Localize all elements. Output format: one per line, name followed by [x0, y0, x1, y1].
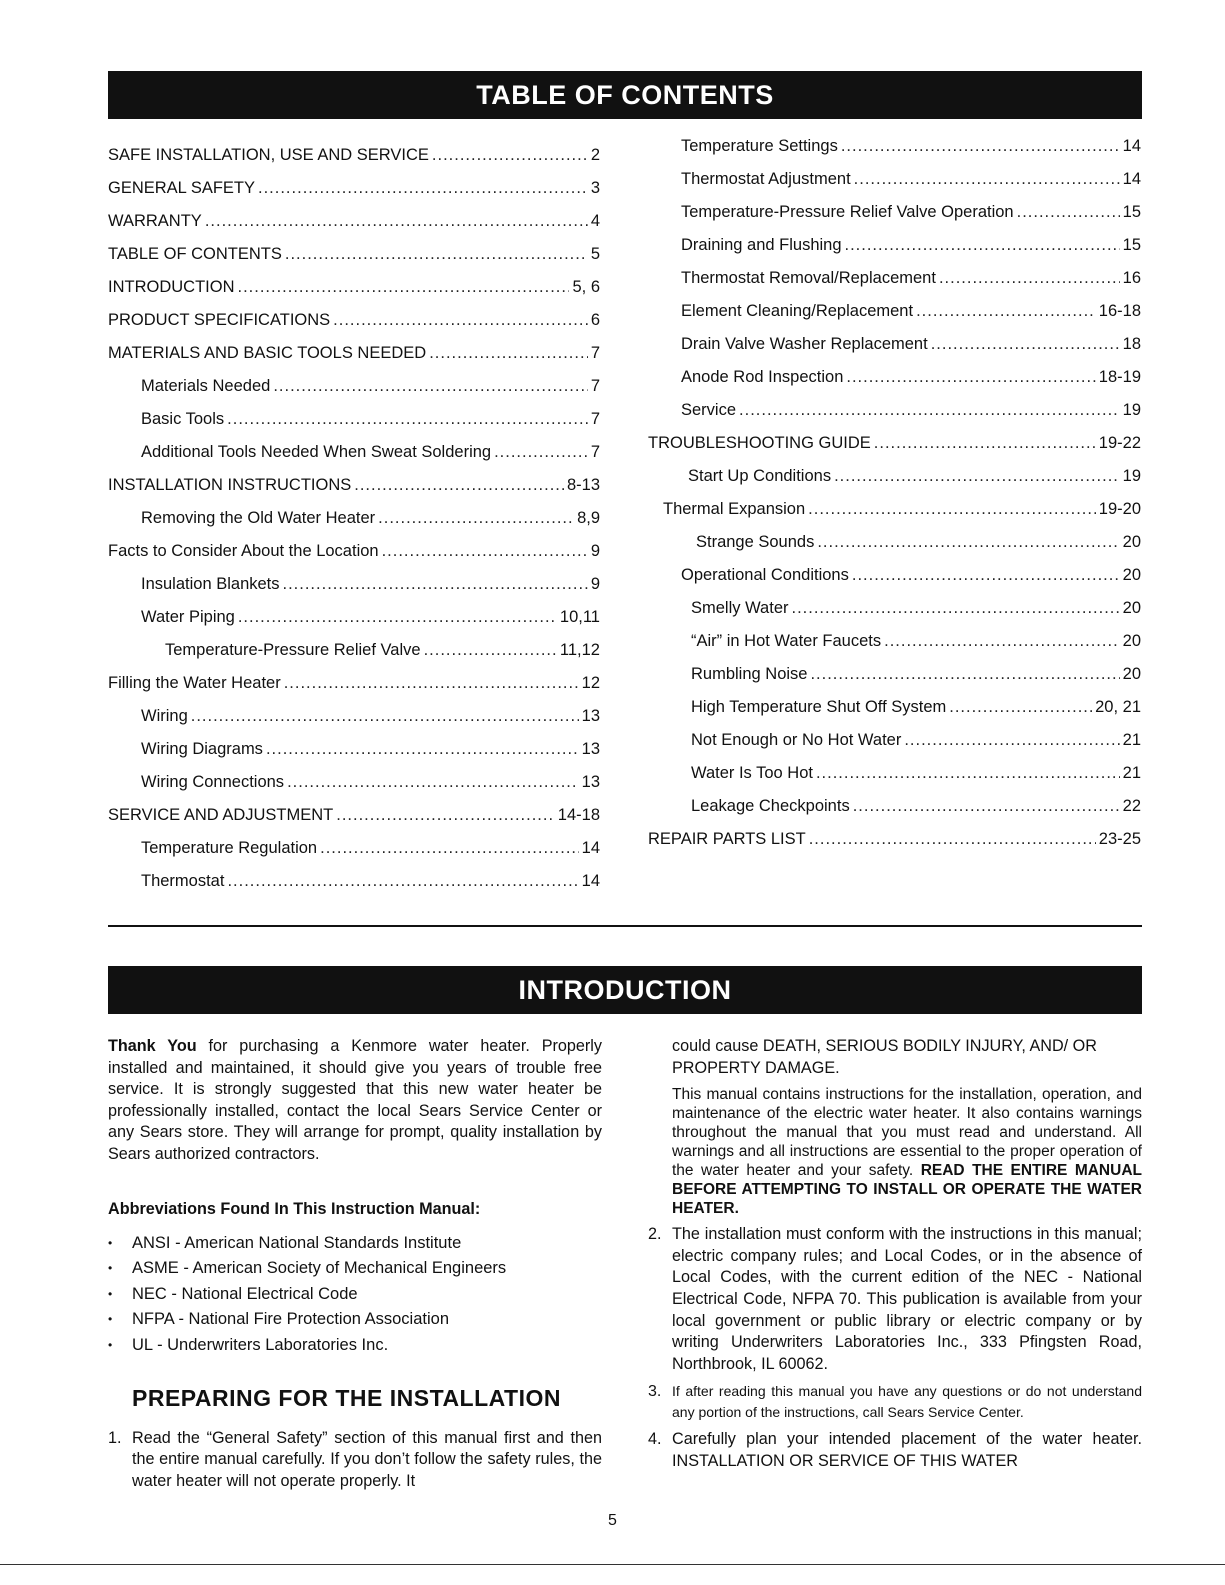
toc-entry — [108, 542, 600, 575]
toc-entry-label: Wiring — [141, 707, 188, 725]
toc-leader-dots — [916, 302, 1096, 321]
toc-left-column — [108, 146, 600, 905]
item-number: 4. — [648, 1430, 662, 1449]
toc-entry-page: 14 — [581, 839, 600, 857]
toc-entry-page: 14 — [1122, 137, 1141, 155]
toc-entry — [108, 575, 600, 608]
toc-entry — [108, 608, 600, 641]
toc-entry-label: Thermal Expansion — [663, 500, 806, 518]
section-divider — [108, 925, 1142, 927]
abbreviation-item: • UL - Underwriters Laboratories Inc. — [108, 1333, 602, 1359]
toc-leader-dots — [904, 731, 1119, 750]
toc-entry — [648, 797, 1141, 830]
toc-entry — [108, 641, 600, 674]
toc-leader-dots — [227, 410, 588, 429]
toc-entry — [108, 245, 600, 278]
toc-entry — [648, 599, 1141, 632]
item-number: 2. — [648, 1225, 662, 1244]
abbreviations-list — [108, 1231, 602, 1359]
toc-entry-label: Removing the Old Water Heater — [141, 509, 376, 527]
toc-entry-page: 20 — [1122, 599, 1141, 617]
toc-entry — [108, 773, 600, 806]
toc-entry — [648, 698, 1141, 731]
abbreviation-item: • ASME - American Society of Mechanical Engineers — [108, 1256, 602, 1282]
toc-entry-label: Filling the Water Heater — [108, 674, 281, 692]
toc-entry-page: 12 — [581, 674, 600, 692]
toc-leader-dots — [853, 797, 1120, 816]
toc-leader-dots — [809, 830, 1096, 849]
toc-entry — [108, 278, 600, 311]
toc-entry-label: Thermostat Adjustment — [681, 170, 851, 188]
toc-entry-page: 6 — [590, 311, 600, 329]
toc-entry — [108, 476, 600, 509]
toc-entry — [648, 434, 1141, 467]
toc-entry — [108, 740, 600, 773]
page-number: 5 — [608, 1512, 617, 1529]
toc-entry-page: 19-20 — [1098, 500, 1141, 518]
numbered-item-2 — [648, 1224, 1142, 1375]
numbered-item-4 — [648, 1429, 1142, 1472]
toc-entry-page: 20, 21 — [1095, 698, 1141, 716]
toc-entry-label: Not Enough or No Hot Water — [691, 731, 902, 749]
toc-entry-label: Rumbling Noise — [691, 665, 808, 683]
toc-entry-page: 21 — [1122, 731, 1141, 749]
numbered-item-3 — [648, 1381, 1142, 1423]
toc-leader-dots — [429, 344, 588, 363]
toc-leader-dots — [336, 806, 555, 825]
toc-entry — [648, 830, 1141, 863]
toc-leader-dots — [846, 368, 1095, 387]
toc-entry — [648, 302, 1141, 335]
item-number: 1. — [108, 1428, 122, 1447]
toc-leader-dots — [205, 212, 588, 231]
toc-entry — [108, 674, 600, 707]
toc-leader-dots — [382, 542, 588, 561]
toc-entry-page: 5 — [590, 245, 600, 263]
toc-leader-dots — [191, 707, 579, 726]
toc-entry — [648, 632, 1141, 665]
toc-leader-dots — [238, 608, 557, 627]
intro-banner: INTRODUCTION — [108, 966, 1142, 1014]
toc-entry-page: 15 — [1122, 236, 1141, 254]
toc-entry — [108, 344, 600, 377]
toc-entry — [648, 764, 1141, 797]
thank-you-bold: Thank You — [108, 1037, 197, 1055]
toc-entry-page: 4 — [590, 212, 600, 230]
toc-entry-page: 20 — [1122, 566, 1141, 584]
toc-leader-dots — [227, 872, 578, 891]
toc-entry — [108, 509, 600, 542]
toc-entry-label: Temperature Settings — [681, 137, 838, 155]
toc-entry-page: 7 — [590, 410, 600, 428]
toc-entry — [108, 443, 600, 476]
item-text: Read the “General Safety” section of this manual first and then the entire manual carefully. If you don’t follow the safety rules, the water heater will not operate properly. It — [132, 1428, 602, 1490]
toc-entry-page: 14-18 — [557, 806, 600, 824]
toc-leader-dots — [739, 401, 1120, 420]
toc-entry — [648, 467, 1141, 500]
toc-leader-dots — [494, 443, 588, 462]
toc-leader-dots — [283, 575, 588, 594]
toc-entry-page: 11,12 — [559, 641, 600, 659]
toc-entry — [108, 146, 600, 179]
toc-entry — [648, 335, 1141, 368]
toc-leader-dots — [320, 839, 579, 858]
intro-left-column — [108, 1036, 602, 1492]
toc-entry — [108, 212, 600, 245]
toc-entry — [648, 401, 1141, 434]
toc-entry-label: Thermostat — [141, 872, 225, 890]
abbreviations-heading: Abbreviations Found In This Instruction Manual: — [108, 1199, 481, 1218]
toc-entry-label: Leakage Checkpoints — [691, 797, 850, 815]
toc-leader-dots — [949, 698, 1092, 717]
toc-entry — [648, 368, 1141, 401]
toc-entry-label: Start Up Conditions — [688, 467, 832, 485]
toc-leader-dots — [285, 245, 588, 264]
toc-leader-dots — [378, 509, 574, 528]
toc-leader-dots — [931, 335, 1120, 354]
manual-paragraph-text: This manual contains instructions for the installation, operation, and maintenance of the electric water heater. It also contains warnings throughout the manual that you must read and understand. All warnings and all instructions are essential to the proper operation of the water heater and your safety. — [672, 1086, 1142, 1180]
toc-leader-dots — [354, 476, 564, 495]
toc-entry — [648, 137, 1141, 170]
item-number: 3. — [648, 1383, 662, 1401]
toc-entry-label: Temperature-Pressure Relief Valve — [165, 641, 421, 659]
toc-entry-label: Wiring Connections — [141, 773, 285, 791]
toc-entry — [648, 269, 1141, 302]
toc-entry — [648, 731, 1141, 764]
numbered-item-1 — [108, 1428, 602, 1493]
toc-entry-page: 9 — [590, 575, 600, 593]
toc-entry — [108, 377, 600, 410]
toc-entry — [108, 707, 600, 740]
toc-entry-page: 16 — [1122, 269, 1141, 287]
toc-leader-dots — [266, 740, 579, 759]
toc-entry-page: 13 — [581, 740, 600, 758]
toc-entry-label: REPAIR PARTS LIST — [648, 830, 806, 848]
toc-entry-label: MATERIALS AND BASIC TOOLS NEEDED — [108, 344, 427, 362]
numbered-item-1-continued — [648, 1036, 1142, 1079]
thank-you-paragraph — [108, 1036, 602, 1166]
toc-entry-page: 20 — [1122, 533, 1141, 551]
toc-leader-dots — [808, 500, 1096, 519]
toc-leader-dots — [1017, 203, 1120, 222]
toc-entry — [648, 665, 1141, 698]
toc-entry-page: 14 — [581, 872, 600, 890]
toc-leader-dots — [432, 146, 588, 165]
toc-entry-label: High Temperature Shut Off System — [691, 698, 947, 716]
toc-leader-dots — [834, 467, 1120, 486]
toc-leader-dots — [816, 764, 1120, 783]
toc-entry-page: 2 — [590, 146, 600, 164]
toc-entry-label: Smelly Water — [691, 599, 789, 617]
toc-entry-label: Element Cleaning/Replacement — [681, 302, 914, 320]
item-text: Carefully plan your intended placement of the water heater. INSTALLATION OR SERVICE OF THIS WATER — [672, 1430, 1142, 1470]
toc-entry-page: 14 — [1122, 170, 1141, 188]
toc-entry — [108, 839, 600, 872]
toc-leader-dots — [273, 377, 587, 396]
thank-you-text: for purchasing a Kenmore water heater. Properly installed and maintained, it should give you years of trouble free service. It is strongly suggested that this new water heater be professionally installed, contact the local Sears Service Center or any Sears store. They will arrange for prompt, quality installation by Sears authorized contractors. — [108, 1037, 602, 1163]
toc-leader-dots — [810, 665, 1119, 684]
toc-leader-dots — [874, 434, 1096, 453]
toc-entry-label: SAFE INSTALLATION, USE AND SERVICE — [108, 146, 429, 164]
toc-entry — [108, 179, 600, 212]
toc-entry — [648, 533, 1141, 566]
toc-entry-page: 5, 6 — [572, 278, 600, 296]
toc-entry-label: WARRANTY — [108, 212, 202, 230]
toc-entry-label: Wiring Diagrams — [141, 740, 263, 758]
toc-entry-page: 7 — [590, 344, 600, 362]
toc-banner: TABLE OF CONTENTS — [108, 71, 1142, 119]
toc-leader-dots — [238, 278, 570, 297]
toc-entry-page: 19-22 — [1098, 434, 1141, 452]
toc-entry-label: TROUBLESHOOTING GUIDE — [648, 434, 871, 452]
toc-entry-page: 13 — [581, 707, 600, 725]
toc-entry — [648, 236, 1141, 269]
page-bottom-border — [0, 1564, 1225, 1565]
toc-entry-page: 19 — [1122, 401, 1141, 419]
toc-entry-label: GENERAL SAFETY — [108, 179, 256, 197]
toc-entry-label: Materials Needed — [141, 377, 271, 395]
toc-entry — [648, 203, 1141, 236]
toc-leader-dots — [792, 599, 1120, 618]
toc-entry-label: Thermostat Removal/Replacement — [681, 269, 936, 287]
toc-entry-label: INSTALLATION INSTRUCTIONS — [108, 476, 352, 494]
toc-leader-dots — [287, 773, 579, 792]
toc-entry-page: 3 — [590, 179, 600, 197]
item-text: The installation must conform with the instructions in this manual; electric company rules; and Local Codes, or in the absence of Local Codes, with the current edition of the NEC - National Electrical Code, NFPA 70. This publication is available from your local government or public library or electric company or by writing Underwriters Laboratories Inc., 333 Pfingsten Road, Northbrook, IL 60062. — [672, 1225, 1142, 1373]
toc-entry-label: Drain Valve Washer Replacement — [681, 335, 928, 353]
intro-right-column — [648, 1036, 1142, 1473]
toc-entry-page: 8,9 — [577, 509, 600, 527]
toc-entry-page: 20 — [1122, 665, 1141, 683]
toc-entry-label: Service — [681, 401, 737, 419]
abbreviation-item: • NEC - National Electrical Code — [108, 1282, 602, 1308]
toc-leader-dots — [852, 566, 1120, 585]
toc-entry-label: Operational Conditions — [681, 566, 849, 584]
toc-entry-label: Water Is Too Hot — [691, 764, 813, 782]
toc-entry-page: 21 — [1122, 764, 1141, 782]
toc-leader-dots — [884, 632, 1120, 651]
toc-right-column — [648, 137, 1141, 863]
toc-entry — [648, 500, 1141, 533]
toc-entry — [108, 806, 600, 839]
toc-leader-dots — [258, 179, 588, 198]
toc-leader-dots — [845, 236, 1120, 255]
toc-entry-page: 19 — [1122, 467, 1141, 485]
manual-paragraph — [648, 1085, 1142, 1218]
abbreviation-item: • ANSI - American National Standards Institute — [108, 1231, 602, 1257]
toc-entry-label: Facts to Consider About the Location — [108, 542, 379, 560]
toc-entry-label: PRODUCT SPECIFICATIONS — [108, 311, 331, 329]
toc-entry-page: 7 — [590, 377, 600, 395]
toc-entry — [108, 410, 600, 443]
toc-entry-page: 18 — [1122, 335, 1141, 353]
toc-entry — [108, 311, 600, 344]
item-text: If after reading this manual you have any questions or do not understand any portion of the instructions, call Sears Service Center. — [672, 1383, 1142, 1421]
toc-entry-page: 15 — [1122, 203, 1141, 221]
toc-entry-page: 23-25 — [1098, 830, 1141, 848]
abbreviation-item: • NFPA - National Fire Protection Association — [108, 1307, 602, 1333]
toc-entry-label: Water Piping — [141, 608, 235, 626]
toc-entry-page: 18-19 — [1098, 368, 1141, 386]
toc-entry-label: TABLE OF CONTENTS — [108, 245, 282, 263]
toc-leader-dots — [424, 641, 557, 660]
toc-entry — [648, 170, 1141, 203]
toc-entry — [648, 566, 1141, 599]
toc-leader-dots — [284, 674, 579, 693]
toc-entry-label: Additional Tools Needed When Sweat Soldering — [141, 443, 492, 461]
toc-entry-label: SERVICE AND ADJUSTMENT — [108, 806, 334, 824]
toc-entry-label: INTRODUCTION — [108, 278, 235, 296]
toc-leader-dots — [333, 311, 588, 330]
toc-entry-page: 13 — [581, 773, 600, 791]
toc-leader-dots — [841, 137, 1120, 156]
toc-entry-page: 7 — [590, 443, 600, 461]
toc-entry-page: 22 — [1122, 797, 1141, 815]
preparing-heading: PREPARING FOR THE INSTALLATION — [132, 1384, 561, 1411]
toc-entry-label: Temperature-Pressure Relief Valve Operation — [681, 203, 1014, 221]
item-text: could cause DEATH, SERIOUS BODILY INJURY, AND/ OR PROPERTY DAMAGE. — [672, 1037, 1097, 1077]
toc-leader-dots — [854, 170, 1120, 189]
manual-paragraph-bold: READ THE ENTIRE MANUAL BEFORE ATTEMPTING TO INSTALL OR OPERATE THE WATER HEATER. — [672, 1162, 1142, 1218]
toc-entry-page: 16-18 — [1098, 302, 1141, 320]
toc-entry-label: Basic Tools — [141, 410, 225, 428]
toc-entry — [108, 872, 600, 905]
toc-entry-label: Insulation Blankets — [141, 575, 280, 593]
toc-leader-dots — [939, 269, 1120, 288]
toc-entry-page: 8-13 — [566, 476, 600, 494]
toc-entry-page: 9 — [590, 542, 600, 560]
toc-entry-label: Draining and Flushing — [681, 236, 842, 254]
toc-leader-dots — [817, 533, 1119, 552]
toc-entry-label: Anode Rod Inspection — [681, 368, 844, 386]
toc-entry-page: 10,11 — [559, 608, 600, 626]
toc-entry-label: “Air” in Hot Water Faucets — [691, 632, 882, 650]
toc-entry-page: 20 — [1122, 632, 1141, 650]
toc-entry-label: Strange Sounds — [696, 533, 815, 551]
toc-entry-label: Temperature Regulation — [141, 839, 318, 857]
